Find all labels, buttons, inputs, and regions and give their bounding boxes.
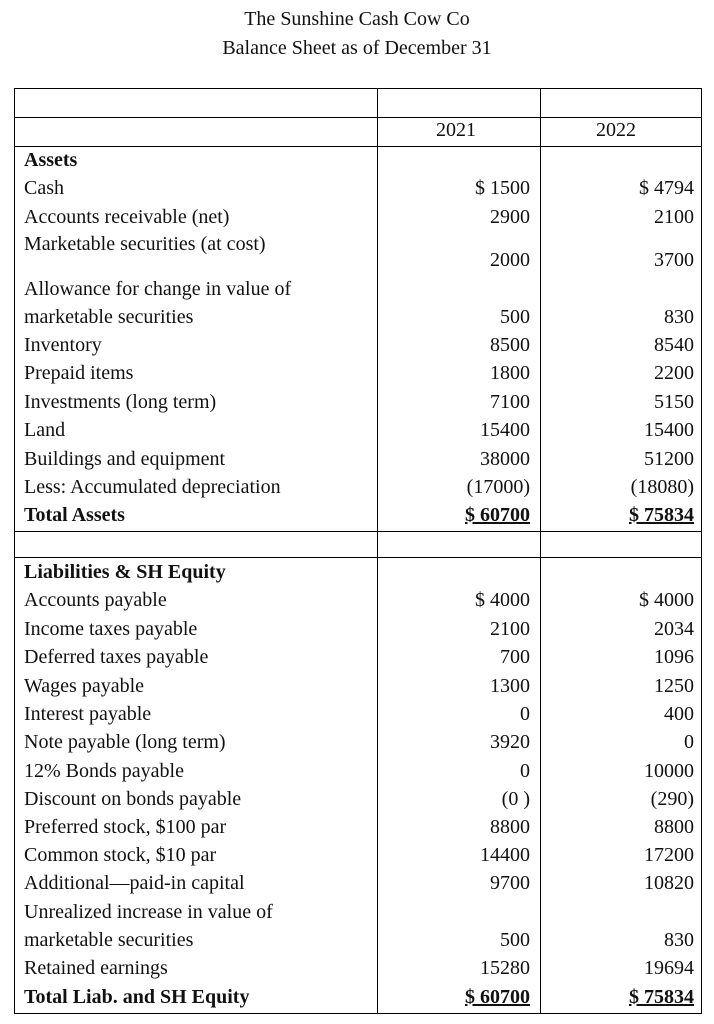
table-row-label: Note payable (long term) bbox=[24, 731, 226, 753]
value-2022: 3700 bbox=[654, 249, 694, 271]
total-assets-label: Total Assets bbox=[24, 504, 125, 526]
value-2022: 0 bbox=[684, 731, 694, 753]
liabilities-heading: Liabilities & SH Equity bbox=[24, 561, 226, 583]
table-row-label: Discount on bonds payable bbox=[24, 788, 242, 810]
table-row-label: Deferred taxes payable bbox=[24, 646, 209, 668]
table-row-label: Wages payable bbox=[24, 675, 144, 697]
table-row-label-cont: marketable securities bbox=[24, 929, 194, 951]
company-name: The Sunshine Cash Cow Co bbox=[244, 8, 470, 30]
value-2021: 500 bbox=[500, 306, 530, 328]
table-row-label: Marketable securities (at cost) bbox=[24, 233, 266, 255]
value-2021: $ 4000 bbox=[475, 589, 530, 611]
value-2021: 1800 bbox=[490, 362, 530, 384]
value-2022: 8540 bbox=[654, 334, 694, 356]
value-2021: 8800 bbox=[490, 816, 530, 838]
value-2022: 17200 bbox=[644, 844, 694, 866]
value-2022: 51200 bbox=[644, 448, 694, 470]
value-2021: 700 bbox=[500, 646, 530, 668]
value-2021: 7100 bbox=[490, 391, 530, 413]
value-2021: 2000 bbox=[490, 249, 530, 271]
value-2021: 3920 bbox=[490, 731, 530, 753]
value-2021: (17000) bbox=[466, 476, 530, 498]
value-2022: 8800 bbox=[654, 816, 694, 838]
value-2021: 0 bbox=[520, 703, 530, 725]
value-2022: 10820 bbox=[644, 872, 694, 894]
value-2022: $ 4794 bbox=[639, 177, 694, 199]
value-2021: 2100 bbox=[490, 618, 530, 640]
value-2022: 10000 bbox=[644, 760, 694, 782]
table-row-label: Income taxes payable bbox=[24, 618, 198, 640]
row-divider bbox=[14, 531, 702, 532]
table-row-label: Cash bbox=[24, 177, 64, 199]
row-divider bbox=[14, 117, 702, 118]
table-row-label-cont: marketable securities bbox=[24, 306, 194, 328]
table-row-label: Less: Accumulated depreciation bbox=[24, 476, 281, 498]
table-row-label: Interest payable bbox=[24, 703, 152, 725]
value-2022: 15400 bbox=[644, 419, 694, 441]
statement-title: Balance Sheet as of December 31 bbox=[222, 37, 492, 59]
value-2022: 19694 bbox=[644, 957, 694, 979]
value-2022: 1096 bbox=[654, 646, 694, 668]
value-2022: 400 bbox=[664, 703, 694, 725]
table-row-label: Allowance for change in value of bbox=[24, 278, 292, 300]
column-header-2022: 2022 bbox=[596, 119, 636, 141]
value-2022: 830 bbox=[664, 929, 694, 951]
total-liabilities-label: Total Liab. and SH Equity bbox=[24, 986, 250, 1008]
value-2022: 5150 bbox=[654, 391, 694, 413]
table-row-label: Inventory bbox=[24, 334, 102, 356]
column-divider bbox=[540, 88, 541, 1014]
table-row-label: Land bbox=[24, 419, 66, 441]
value-2021: 38000 bbox=[480, 448, 530, 470]
table-row-label: Additional—paid-in capital bbox=[24, 872, 245, 894]
value-2021: 2900 bbox=[490, 206, 530, 228]
row-divider bbox=[14, 146, 702, 147]
total-assets-2022: $ 75834 bbox=[629, 504, 694, 526]
assets-heading: Assets bbox=[24, 149, 78, 171]
total-assets-2021: $ 60700 bbox=[465, 504, 530, 526]
row-divider bbox=[14, 557, 702, 558]
value-2021: $ 1500 bbox=[475, 177, 530, 199]
value-2022: (18080) bbox=[630, 476, 694, 498]
total-liabilities-2021: $ 60700 bbox=[465, 986, 530, 1008]
value-2022: 2100 bbox=[654, 206, 694, 228]
value-2021: 8500 bbox=[490, 334, 530, 356]
value-2021: 15280 bbox=[480, 957, 530, 979]
table-row-label: Prepaid items bbox=[24, 362, 134, 384]
table-row-label: Investments (long term) bbox=[24, 391, 217, 413]
table-row-label: Buildings and equipment bbox=[24, 448, 226, 470]
table-row-label: Unrealized increase in value of bbox=[24, 901, 273, 923]
value-2021: 1300 bbox=[490, 675, 530, 697]
total-liabilities-2022: $ 75834 bbox=[629, 986, 694, 1008]
value-2022: $ 4000 bbox=[639, 589, 694, 611]
value-2022: 2200 bbox=[654, 362, 694, 384]
value-2021: 0 bbox=[520, 760, 530, 782]
table-row-label: 12% Bonds payable bbox=[24, 760, 184, 782]
column-divider bbox=[377, 88, 378, 1014]
value-2021: 500 bbox=[500, 929, 530, 951]
table-row-label: Accounts receivable (net) bbox=[24, 206, 230, 228]
table-row-label: Accounts payable bbox=[24, 589, 167, 611]
table-row-label: Common stock, $10 par bbox=[24, 844, 217, 866]
value-2021: (0 ) bbox=[501, 788, 530, 810]
value-2021: 15400 bbox=[480, 419, 530, 441]
value-2022: 2034 bbox=[654, 618, 694, 640]
value-2022: (290) bbox=[650, 788, 694, 810]
column-header-2021: 2021 bbox=[436, 119, 476, 141]
table-row-label: Retained earnings bbox=[24, 957, 168, 979]
table-row-label: Preferred stock, $100 par bbox=[24, 816, 227, 838]
value-2021: 9700 bbox=[490, 872, 530, 894]
value-2021: 14400 bbox=[480, 844, 530, 866]
value-2022: 1250 bbox=[654, 675, 694, 697]
value-2022: 830 bbox=[664, 306, 694, 328]
